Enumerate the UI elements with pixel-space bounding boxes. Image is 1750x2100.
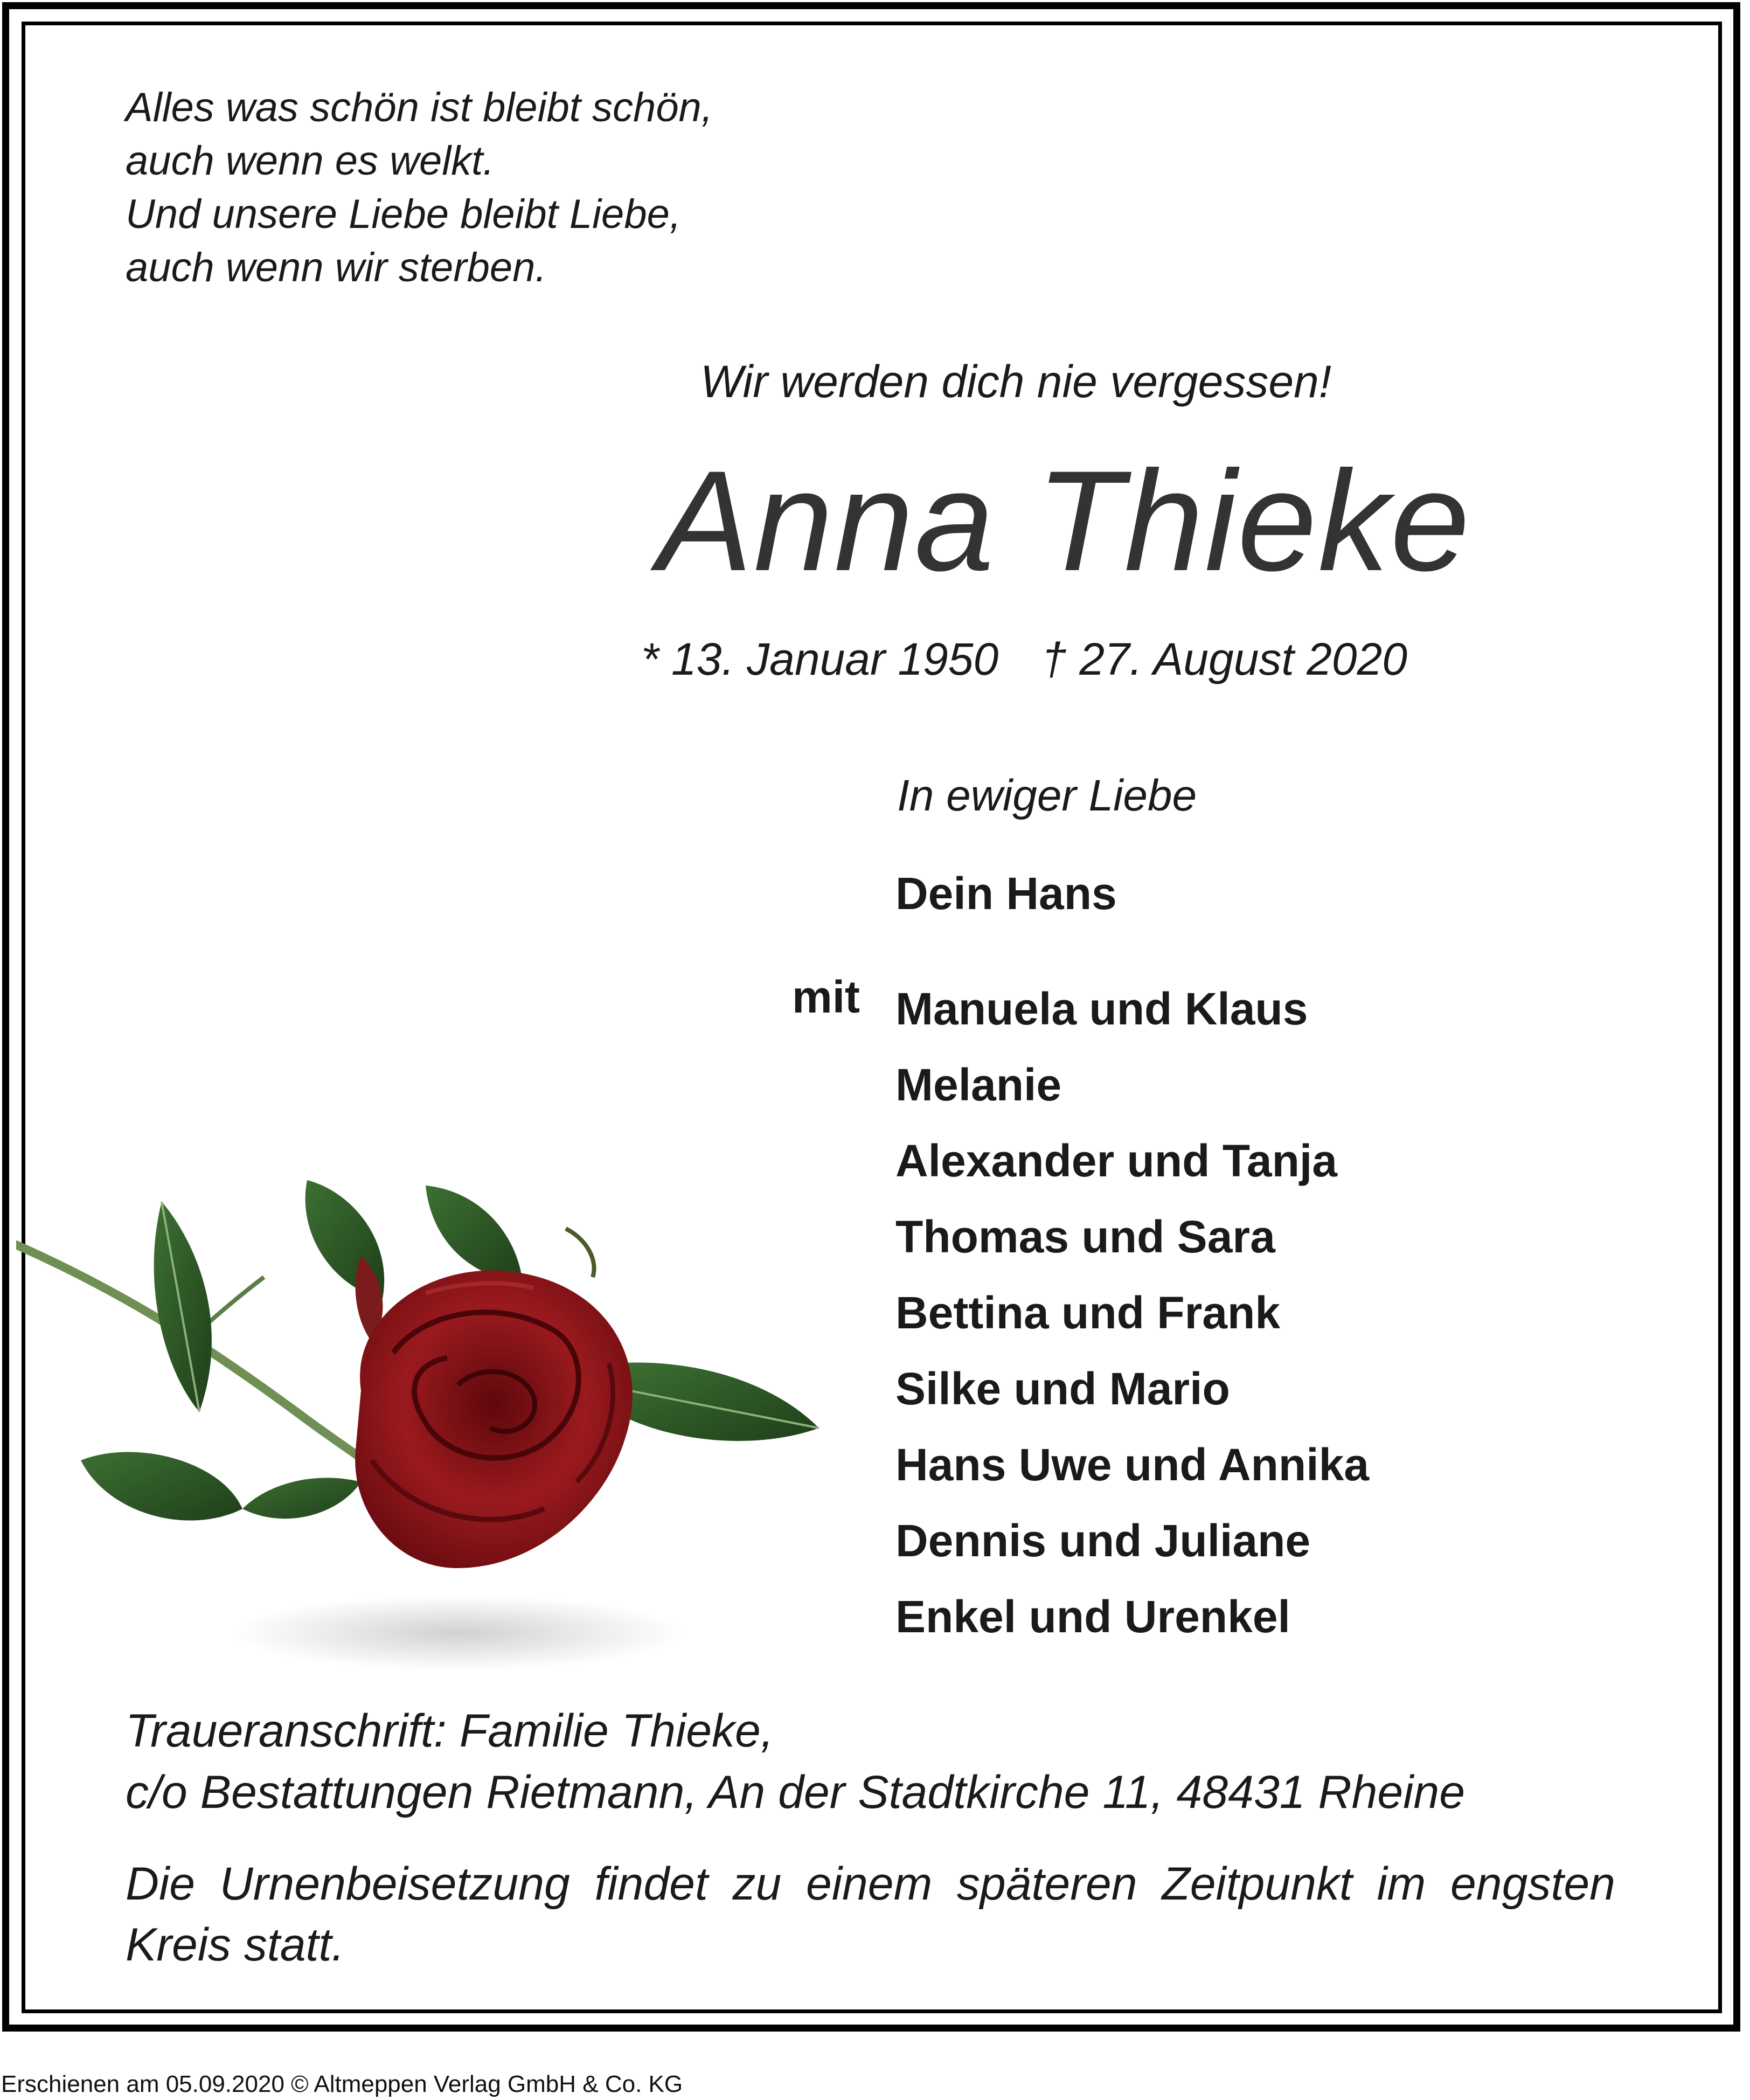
death-date: † 27. August 2020 <box>1041 634 1407 684</box>
deceased-name: Anna Thieke <box>657 441 1471 601</box>
family-member: Manuela und Klaus <box>895 983 1308 1034</box>
poem-line: auch wenn es welkt. <box>126 138 495 184</box>
family-member: Bettina und Frank <box>895 1287 1281 1338</box>
closing-phrase: In ewiger Liebe <box>897 771 1197 820</box>
family-member: Enkel und Urenkel <box>895 1591 1290 1642</box>
with-label: mit <box>792 972 860 1022</box>
mourning-address <box>126 1700 1465 1823</box>
poem-line: Alles was schön ist bleibt schön, <box>126 85 713 130</box>
birth-date: * 13. Januar 1950 <box>641 634 999 684</box>
poem-line: Und unsere Liebe bleibt Liebe, <box>126 191 681 237</box>
burial-notice: Die Urnenbeisetzung findet zu einem späteren Zeitpunkt im engsten Kreis statt. <box>126 1858 1615 1971</box>
family-member: Melanie <box>895 1059 1062 1110</box>
publication-footer: Erschienen am 05.09.2020 © Altmeppen Verlag GmbH & Co. KG <box>1 2071 683 2097</box>
life-dates <box>641 633 1407 685</box>
tagline: Wir werden dich nie vergessen! <box>700 356 1332 407</box>
signer-name: Dein Hans <box>895 868 1117 919</box>
poem-line: auch wenn wir sterben. <box>126 245 547 290</box>
family-member: Dennis und Juliane <box>895 1515 1311 1566</box>
family-list <box>895 971 1369 1655</box>
red-rose-icon <box>16 1159 835 1692</box>
address-line: Traueranschrift: Familie Thieke, <box>126 1705 774 1757</box>
poem <box>126 81 713 294</box>
family-member: Hans Uwe und Annika <box>895 1439 1370 1490</box>
family-member: Thomas und Sara <box>895 1211 1275 1262</box>
address-line: c/o Bestattungen Rietmann, An der Stadtkirche 11, 48431 Rheine <box>126 1766 1466 1818</box>
family-member: Alexander und Tanja <box>895 1135 1337 1186</box>
family-member: Silke und Mario <box>895 1363 1230 1414</box>
